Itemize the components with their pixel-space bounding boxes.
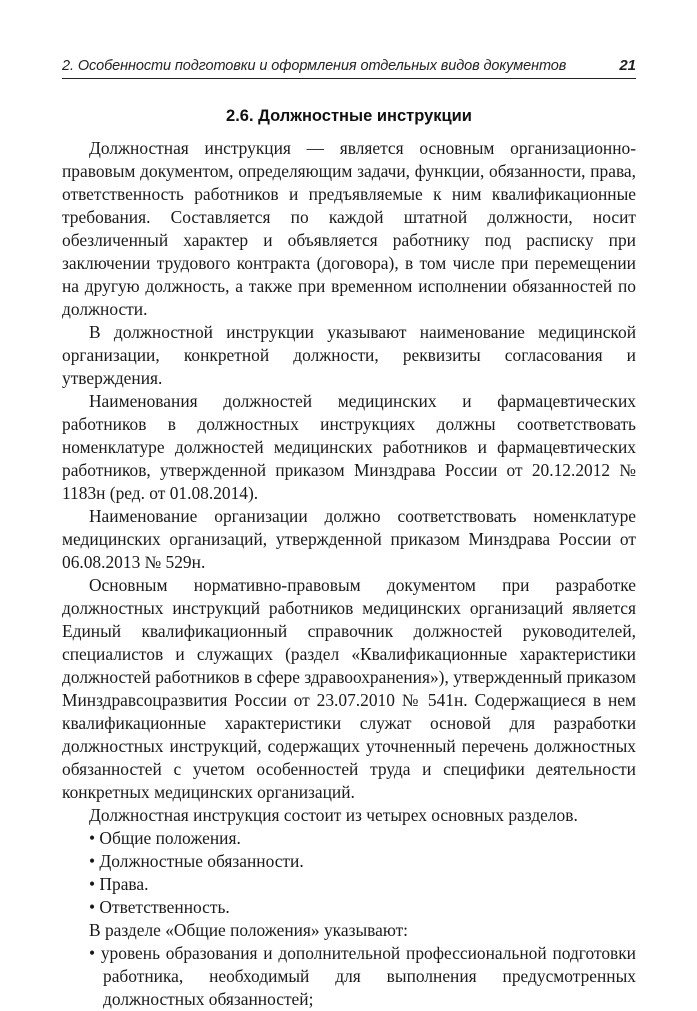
paragraph: Основным нормативно-правовым документом при разработке должностных инструкций работников медицинских организаций является Единый квалификационный справочник должностей руководителей, специалистов и служащих (раздел «Квалификационные характеристики должностей работников в сфере здравоохранения»), утвержденный приказом Минздравсоцразвития России от 23.07.2010 № 541н. Содержащиеся в нем квалификационные характеристики служат основой для разработки должностных инструкций, содержащих уточненный перечень должностных обязанностей с учетом особенностей труда и специфики деятельности конкретных медицинских организаций.: [62, 575, 636, 802]
section-title: 2.6. Должностные инструкции: [226, 107, 472, 125]
paragraph: Должностная инструкция состоит из четырех основных разделов.: [89, 805, 578, 825]
paragraph: Должностная инструкция — является основным организационно-правовым документом, определяющим задачи, функции, обязанности, права, ответственность работников и предъявляемые к ним квалификационные требования. Составляется по каждой штатной должности, носит обезличенный характер и объявляется работнику под расписку при заключении трудового контракта (договора), в том числе при перемещении на другую должность, а также при временном исполнении обязанностей по должности.: [62, 138, 636, 319]
body-text: [62, 137, 636, 1011]
paragraph: В разделе «Общие положения» указывают:: [89, 920, 409, 940]
list-item: • Ответственность.: [89, 897, 230, 917]
list-item: • Права.: [89, 874, 149, 894]
running-header: [62, 56, 636, 79]
paragraph: Наименования должностей медицинских и фармацевтических работников в должностных инструкциях должны соответствовать номенклатуре должностей медицинских работников и фармацевтических работников, утвержденной приказом Минздрава России от 20.12.2012 № 1183н (ред. от 01.08.2014).: [62, 391, 636, 503]
list-item: • Общие положения.: [89, 828, 241, 848]
paragraph: В должностной инструкции указывают наименование медицинской организации, конкретной должности, реквизиты согласования и утверждения.: [62, 322, 636, 388]
page-number: 21: [619, 57, 636, 74]
chapter-title: 2. Особенности подготовки и оформления отдельных видов документов: [62, 58, 567, 74]
list-item: • уровень образования и дополнительной профессиональной подготовки работника, необходимый для выполнения предусмотренных должностных обязанностей;: [89, 943, 636, 1009]
paragraph: Наименование организации должно соответствовать номенклатуре медицинских организаций, утвержденной приказом Минздрава России от 06.08.2013 № 529н.: [62, 506, 636, 572]
list-item: • Должностные обязанности.: [89, 851, 304, 871]
